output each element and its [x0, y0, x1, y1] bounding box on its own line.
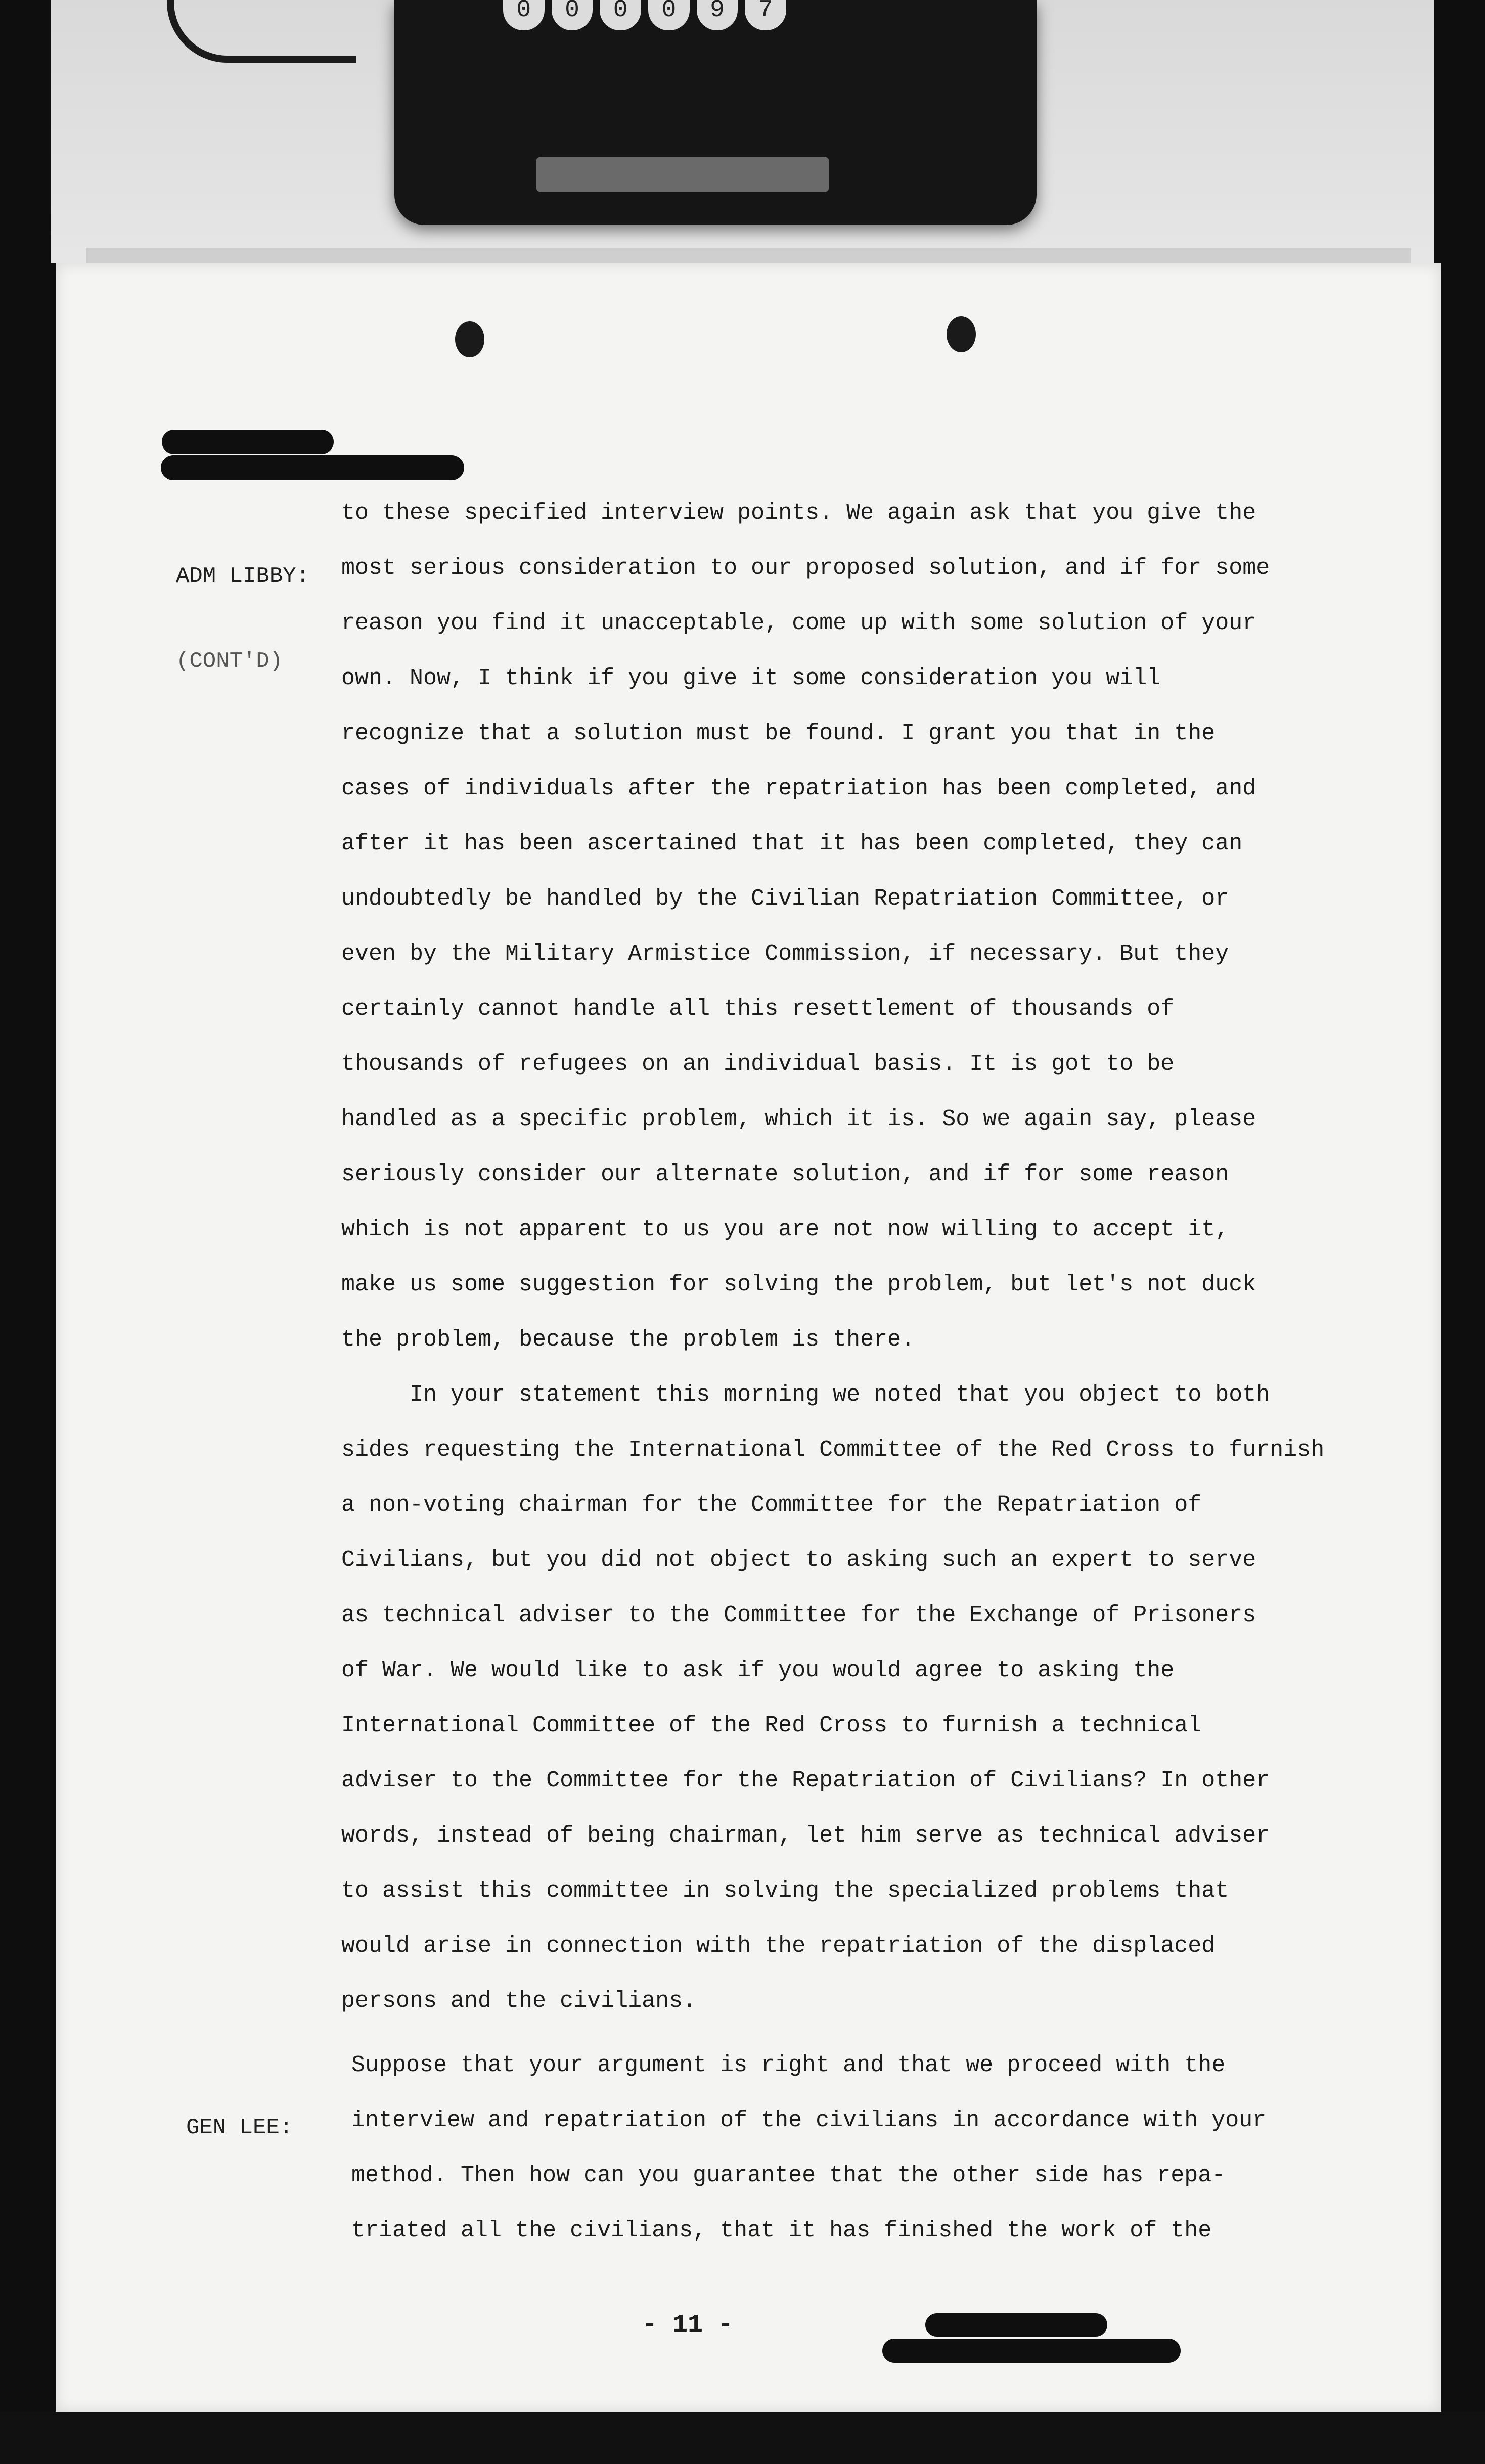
counter-digit: 0 [503, 0, 545, 30]
text-line: would arise in connection with the repatriation of the displaced [341, 1933, 1216, 1959]
punch-hole-right [947, 316, 976, 352]
text-line: to assist this committee in solving the specialized problems that [341, 1878, 1229, 1904]
speaker-name: GEN LEE: [186, 2115, 293, 2140]
text-line: a non-voting chairman for the Committee for the Repatriation of [341, 1492, 1202, 1518]
text-line: adviser to the Committee for the Repatriation of Civilians? In other [341, 1768, 1270, 1794]
counter-digit: 9 [697, 0, 738, 30]
text-line: to these specified interview points. We again ask that you give the [341, 500, 1256, 526]
speaker-label-adm-libby [176, 506, 348, 704]
text-line: of War. We would like to ask if you would agree to asking the [341, 1657, 1175, 1683]
text-line: the problem, because the problem is there. [341, 1327, 915, 1353]
counter-digit: 0 [552, 0, 593, 30]
microfilm-bottom-edge [0, 2412, 1485, 2464]
text-line: even by the Military Armistice Commission, if necessary. But they [341, 941, 1229, 967]
text-line: sides requesting the International Committee of the Red Cross to furnish [341, 1437, 1325, 1463]
text-line: recognize that a solution must be found. I grant you that in the [341, 721, 1216, 746]
counter-digit: 7 [745, 0, 786, 30]
text-line: own. Now, I think if you give it some consideration you will [341, 665, 1161, 691]
redaction-mark-bottom-1 [925, 2313, 1107, 2337]
text-line: words, instead of being chairman, let him serve as technical adviser [341, 1823, 1270, 1849]
text-line: most serious consideration to our proposed solution, and if for some [341, 555, 1270, 581]
text-line: method. Then how can you guarantee that the other side has repa- [351, 2163, 1226, 2188]
text-line: which is not apparent to us you are not now willing to accept it, [341, 1217, 1229, 1242]
speaker-name: ADM LIBBY: [176, 564, 310, 589]
text-line: as technical adviser to the Committee for the Exchange of Prisoners [341, 1602, 1256, 1628]
counter-digit: 0 [648, 0, 690, 30]
speaker-continued-note: (CONT'D) [176, 649, 283, 674]
redaction-mark-bottom-2 [882, 2339, 1181, 2363]
text-line: Civilians, but you did not object to asking such an expert to serve [341, 1547, 1256, 1573]
redaction-mark-top-2 [161, 455, 464, 480]
text-line: persons and the civilians. [341, 1988, 697, 2014]
frame-counter-device [394, 0, 1037, 225]
text-line: thousands of refugees on an individual basis. It is got to be [341, 1051, 1175, 1077]
punch-hole-left [455, 321, 484, 357]
text-line: cases of individuals after the repatriation has been completed, and [341, 776, 1256, 801]
speech-text-adm-libby [341, 485, 1363, 2029]
counter-digits [503, 0, 786, 30]
text-line: reason you find it unacceptable, come up with some solution of your [341, 610, 1256, 636]
counter-digit: 0 [600, 0, 641, 30]
text-line: make us some suggestion for solving the problem, but let's not duck [341, 1272, 1256, 1297]
text-line: certainly cannot handle all this resettlement of thousands of [341, 996, 1175, 1022]
counter-cable [167, 0, 356, 63]
text-line: triated all the civilians, that it has finished the work of the [351, 2218, 1212, 2244]
text-line: Suppose that your argument is right and that we proceed with the [351, 2052, 1226, 2078]
text-line: after it has been ascertained that it has been completed, they can [341, 831, 1243, 857]
speech-text-gen-lee [351, 2038, 1373, 2258]
speaker-label-gen-lee [186, 2057, 358, 2170]
page-number: - 11 - [642, 2311, 734, 2340]
text-line: interview and repatriation of the civilians in accordance with your [351, 2108, 1267, 2133]
text-line: undoubtedly be handled by the Civilian Repatriation Committee, or [341, 886, 1229, 912]
text-line: seriously consider our alternate solution, and if for some reason [341, 1161, 1229, 1187]
counter-label-plate [536, 157, 829, 192]
text-line-paragraph-start: In your statement this morning we noted that you object to both [341, 1382, 1270, 1408]
text-line: International Committee of the Red Cross to furnish a technical [341, 1713, 1202, 1738]
redaction-mark-top-1 [162, 430, 334, 454]
text-line: handled as a specific problem, which it is. So we again say, please [341, 1106, 1256, 1132]
